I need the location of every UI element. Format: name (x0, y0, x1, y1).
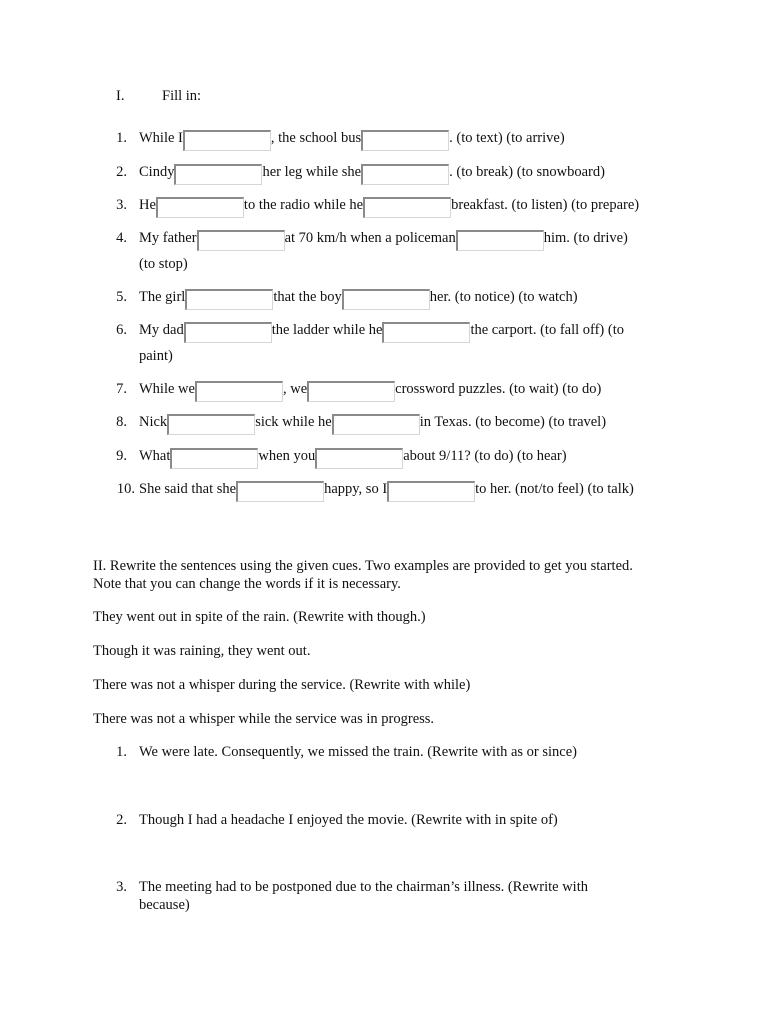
item-text: crossword puzzles. (to wait) (to do) (395, 381, 602, 397)
section2-instructions: II. Rewrite the sentences using the given cues. Two examples are provided to get you started. (93, 558, 633, 574)
answer-field[interactable] (185, 289, 273, 310)
fill-in-item (139, 163, 605, 181)
answer-field[interactable] (342, 289, 430, 310)
item-text: the ladder while he (271, 322, 383, 338)
item-text: happy, so I (324, 481, 388, 497)
item-text: Nick (139, 414, 168, 430)
item-text: She said that she (139, 481, 237, 497)
answer-field[interactable] (197, 230, 285, 251)
section2-instructions-continued: Note that you can change the words if it is necessary. (93, 576, 401, 592)
example-answer: There was not a whisper while the service was in progress. (93, 711, 435, 727)
section-heading: Fill in: (162, 88, 202, 104)
item-text: He (139, 197, 156, 213)
rewrite-item-text: Though I had a headache I enjoyed the movie. (Rewrite with in spite of) (139, 812, 558, 828)
fill-in-item (139, 196, 639, 214)
item-text-continued: paint) (139, 348, 173, 364)
fill-in-item (139, 288, 578, 306)
fill-in-item (139, 480, 634, 498)
item-text-continued: (to stop) (139, 256, 188, 272)
fill-in-item (139, 129, 565, 147)
fill-in-item (139, 413, 606, 431)
item-text: him. (to drive) (543, 230, 628, 246)
fill-in-item (139, 321, 624, 339)
answer-field[interactable] (387, 481, 475, 502)
item-text: , the school bus (270, 130, 362, 146)
answer-field[interactable] (456, 230, 544, 251)
item-text: sick while he (255, 414, 332, 430)
item-text: when you (258, 448, 316, 464)
item-text: Cindy (139, 164, 175, 180)
item-text: breakfast. (to listen) (to prepare) (451, 197, 640, 213)
rewrite-item-text-continued: because) (139, 897, 190, 913)
answer-field[interactable] (183, 130, 271, 151)
item-text: . (to text) (to arrive) (449, 130, 565, 146)
item-number: 10. (116, 481, 135, 497)
rewrite-item-number: 1. (116, 744, 127, 760)
item-text: at 70 km/h when a policeman (284, 230, 456, 246)
answer-field[interactable] (170, 448, 258, 469)
rewrite-item-number: 2. (116, 812, 127, 828)
item-number: 3. (116, 197, 127, 213)
item-number: 4. (116, 230, 127, 246)
item-text: her leg while she (262, 164, 362, 180)
answer-field[interactable] (332, 414, 420, 435)
rewrite-item-text: We were late. Consequently, we missed the train. (Rewrite with as or since) (139, 744, 577, 760)
fill-in-item (139, 229, 628, 247)
answer-field[interactable] (315, 448, 403, 469)
item-number: 6. (116, 322, 127, 338)
answer-field[interactable] (307, 381, 395, 402)
example-question: They went out in spite of the rain. (Rewrite with though.) (93, 609, 426, 625)
fill-in-item (139, 447, 567, 465)
item-number: 7. (116, 381, 127, 397)
item-number: 2. (116, 164, 127, 180)
example-question: There was not a whisper during the service. (Rewrite with while) (93, 677, 471, 693)
item-text: to the radio while he (243, 197, 364, 213)
answer-field[interactable] (236, 481, 324, 502)
item-number: 8. (116, 414, 127, 430)
answer-field[interactable] (184, 322, 272, 343)
item-text: , we (282, 381, 308, 397)
item-text: My father (139, 230, 197, 246)
answer-field[interactable] (195, 381, 283, 402)
answer-field[interactable] (167, 414, 255, 435)
item-number: 1. (116, 130, 127, 146)
item-text: the carport. (to fall off) (to (470, 322, 624, 338)
item-text: While we (139, 381, 195, 397)
answer-field[interactable] (361, 130, 449, 151)
rewrite-item-number: 3. (116, 879, 127, 895)
item-text: My dad (139, 322, 184, 338)
answer-field[interactable] (363, 197, 451, 218)
answer-field[interactable] (361, 164, 449, 185)
item-text: in Texas. (to become) (to travel) (419, 414, 607, 430)
item-number: 9. (116, 448, 127, 464)
answer-field[interactable] (382, 322, 470, 343)
answer-field[interactable] (156, 197, 244, 218)
item-text: her. (to notice) (to watch) (429, 289, 578, 305)
rewrite-item-text: The meeting had to be postponed due to the chairman’s illness. (Rewrite with (139, 879, 588, 895)
item-text: What (139, 448, 171, 464)
item-text: . (to break) (to snowboard) (449, 164, 605, 180)
fill-in-item (139, 380, 601, 398)
item-number: 5. (116, 289, 127, 305)
section-roman-numeral: I. (116, 88, 125, 104)
example-answer: Though it was raining, they went out. (93, 643, 311, 659)
item-text: While I (139, 130, 183, 146)
answer-field[interactable] (174, 164, 262, 185)
item-text: about 9/11? (to do) (to hear) (403, 448, 567, 464)
item-text: that the boy (273, 289, 342, 305)
item-text: The girl (139, 289, 186, 305)
item-text: to her. (not/to feel) (to talk) (475, 481, 634, 497)
